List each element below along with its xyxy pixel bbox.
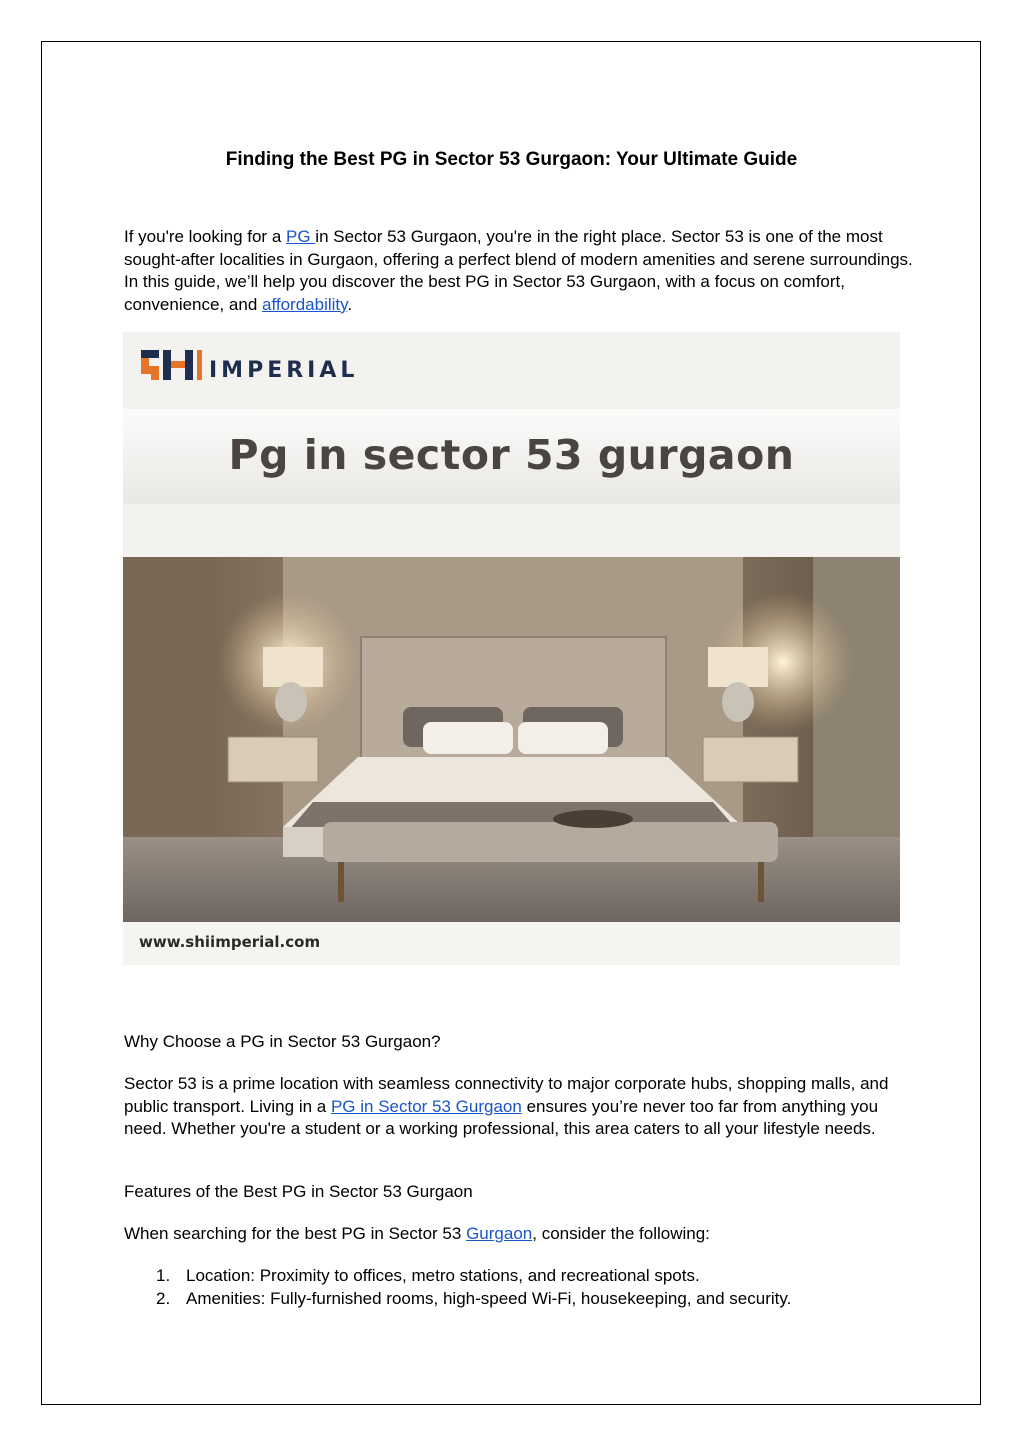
- list-item: [124, 1288, 791, 1311]
- banner-url: www.shiimperial.com: [139, 933, 321, 951]
- shi-imperial-logo: [139, 344, 379, 384]
- list-item-text: Amenities: Fully-furnished rooms, high-speed Wi-Fi, housekeeping, and security.: [186, 1288, 792, 1308]
- why-paragraph: [124, 1073, 914, 1141]
- logo-text: IMPERIAL: [209, 358, 359, 383]
- intro-text-3: .: [347, 294, 353, 314]
- pg-sector-53-link[interactable]: PG in Sector 53 Gurgaon: [330, 1096, 522, 1116]
- pg-link[interactable]: PG: [286, 227, 316, 246]
- list-number: 1.: [156, 1266, 171, 1285]
- headline-band: [123, 409, 900, 504]
- affordability-link[interactable]: affordability: [262, 294, 348, 314]
- features-lead-text-1: When searching for the best PG in Sector 53: [124, 1224, 467, 1243]
- features-heading: Features of the Best PG in Sector 53 Gurgaon: [124, 1182, 473, 1201]
- intro-text-1: If you're looking for a: [124, 227, 286, 246]
- intro-text-2: in Sector 53 Gurgaon, you're in the right place. Sector 53 is one of the most sought-after localities in Gurgaon, offering a perfect blend of modern amenities and serene surroundings. In this guide, we’ll help you discover the best PG in Sector 53 Gurgaon, with a focus on comfort, convenience, and: [124, 227, 913, 314]
- why-text-2: ensures you’re never too far from anything you need. Whether you're a student or a working professional, this area caters to all your lifestyle needs.: [124, 1096, 879, 1138]
- list-number: 2.: [156, 1288, 171, 1308]
- gurgaon-link[interactable]: Gurgaon: [466, 1224, 533, 1243]
- why-heading: Why Choose a PG in Sector 53 Gurgaon?: [124, 1032, 441, 1051]
- pg-banner-image: [123, 332, 900, 965]
- features-lead-text-2: , consider the following:: [532, 1224, 710, 1243]
- why-text-1: Sector 53 is a prime location with seamless connectivity to major corporate hubs, shopping malls, and public transport. Living in a: [124, 1074, 889, 1116]
- features-lead: [124, 1223, 914, 1246]
- intro-paragraph: [124, 226, 914, 316]
- banner-headline: Pg in sector 53 gurgaon: [228, 431, 795, 479]
- url-strip: [123, 922, 900, 965]
- page-title: Finding the Best PG in Sector 53 Gurgaon: Your Ultimate Guide: [225, 149, 798, 170]
- features-list: [124, 1265, 791, 1310]
- list-item-text: Location: Proximity to offices, metro stations, and recreational spots.: [186, 1266, 700, 1285]
- list-item: [124, 1265, 791, 1288]
- bedroom-photo: [123, 557, 900, 922]
